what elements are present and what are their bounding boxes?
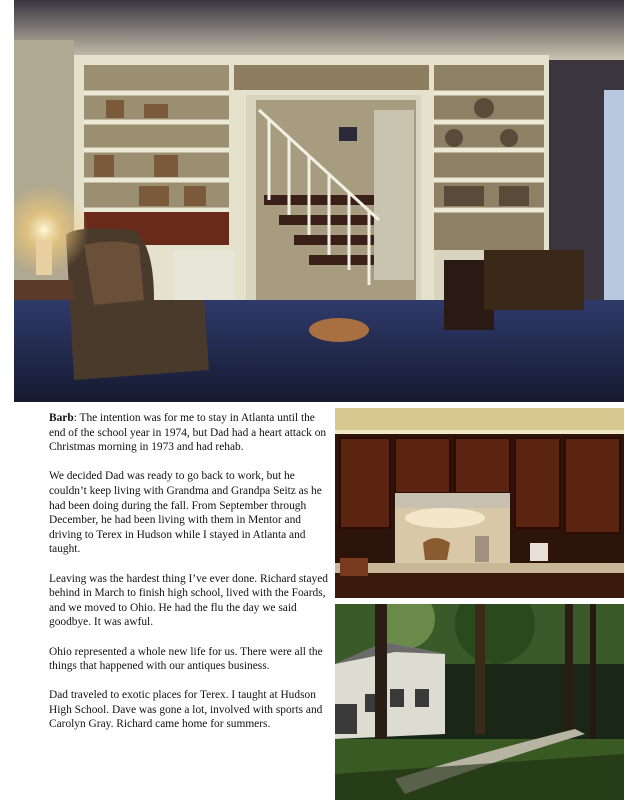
paragraph-5: Dad traveled to exotic places for Terex. I taught at Hudson High School. Dave was gone a lot, involved with sports and Carolyn Gray. Richard came home for summers. — [49, 689, 323, 731]
paragraph-1 — [49, 411, 329, 455]
house-exterior-photo — [335, 604, 624, 800]
paragraph-2: We decided Dad was ready to go back to work, but he couldn’t keep living with Grandma and Grandpa Seitz as he had been doing during the fall. From September through December, he had been living with them in Mentor and driving to Terex in Hudson while I stayed in Atlanta and taught. — [49, 470, 322, 556]
living-room-photo — [14, 0, 624, 402]
paragraph-3: Leaving was the hardest thing I’ve ever done. Richard stayed behind in March to finish high school, lived with the Foards, and we moved to Ohio. He had the flu the day we said goodbye. It was awful. — [49, 572, 328, 629]
speaker-name: Barb — [49, 412, 74, 424]
kitchen-photo — [335, 408, 624, 598]
memoir-text — [49, 411, 329, 747]
paragraph-4: Ohio represented a whole new life for us. There were all the things that happened with our antiques business. — [49, 645, 323, 673]
paragraph-1-text: : The intention was for me to stay in Atlanta until the end of the school year in 1974, but Dad had a heart attack on Christmas morning in 1973 and had rehab. — [49, 412, 327, 454]
